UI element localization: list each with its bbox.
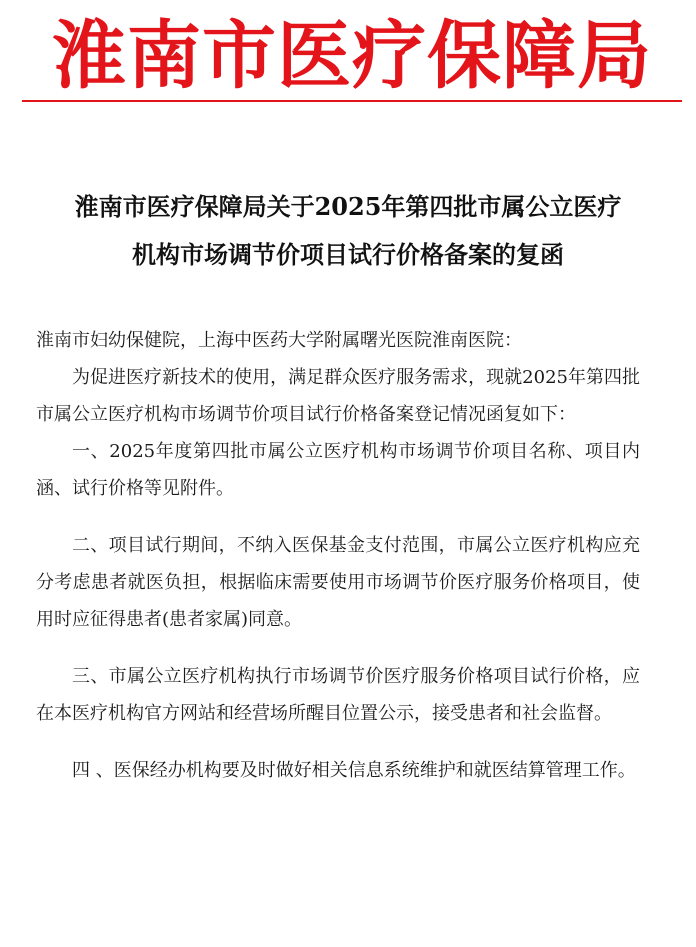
document-title-line-1: 淮南市医疗保障局关于2025年第四批市属公立医疗 <box>74 192 622 221</box>
item-2-paragraph: 二、项目试行期间，不纳入医保基金支付范围，市属公立医疗机构应充分考虑患者就医负担，根据临床需要使用市场调节价医疗服务价格项目，使用时应征得患者(患者家属)同意。 <box>36 535 640 630</box>
letter-body <box>36 322 640 789</box>
document-title-line-2: 机构市场调节价项目试行价格备案的复函 <box>132 240 564 269</box>
agency-masthead: 淮南市医疗保障局 <box>52 13 652 99</box>
addressee: 淮南市妇幼保健院，上海中医药大学附属曙光医院淮南医院： <box>36 330 522 351</box>
masthead-red-rule <box>22 100 682 102</box>
intro-paragraph: 为促进医疗新技术的使用，满足群众医疗服务需求，现就2025年第四批市属公立医疗机构市场调节价项目试行价格备案登记情况函复如下： <box>36 367 640 425</box>
item-3-paragraph: 三、市属公立医疗机构执行市场调节价医疗服务价格项目试行价格，应在本医疗机构官方网站和经营场所醒目位置公示，接受患者和社会监督。 <box>36 666 640 724</box>
document-title <box>30 183 666 279</box>
item-1-paragraph: 一、2025年度第四批市属公立医疗机构市场调节价项目名称、项目内涵、试行价格等见附件。 <box>36 441 640 499</box>
item-4-paragraph: 四 、医保经办机构要及时做好相关信息系统维护和就医结算管理工作。 <box>72 760 636 781</box>
